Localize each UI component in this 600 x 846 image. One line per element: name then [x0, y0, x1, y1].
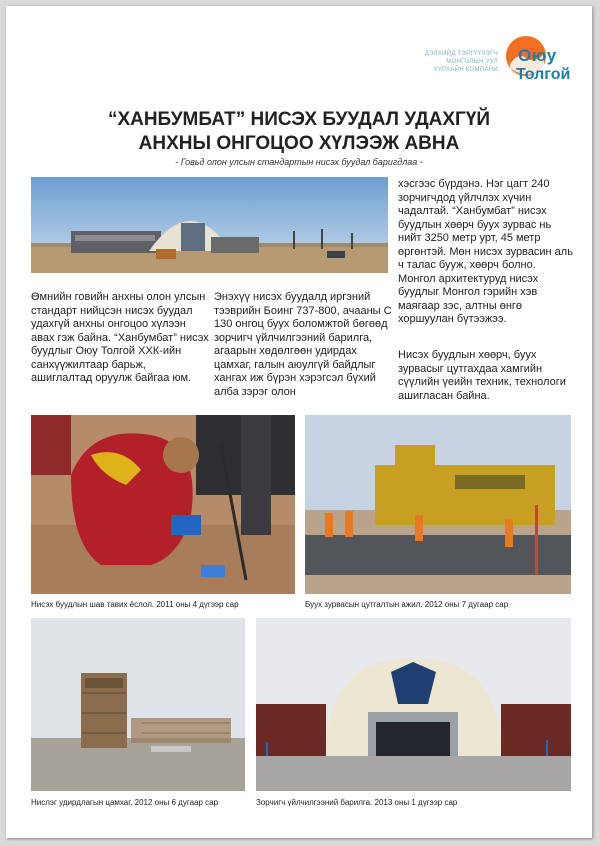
- body-column-2: Энэхүү нисэх буудалд иргэний тээврийн Боинг 737-800, ачааны С 130 онгоц буух боломжтой бөгөөд зорчигч үйлчилгээний барилга, агаарын хөдөлгөөн удирдах цамхаг, галын аюулгүй байдлыг хангах иж бүрэн хэрэгсэл бүхий алба зэрэг олон: [214, 291, 392, 398]
- page-title: [6, 108, 592, 156]
- caption-control-tower: Нислэг удирдлагын цамхаг. 2012 оны 6 дугаар сар: [31, 798, 219, 807]
- caption-groundbreaking: Нисэх буудлын шав тавих ёслол. 2011 оны 4 дүгээр сар: [31, 600, 239, 609]
- body-column-3-paragraph-2: Нисэх буудлын хөөрч, буух зурвасыг цутгахдаа хамгийн сүүлийн үеийн техник, технологи ашигласан байна.: [398, 349, 566, 402]
- photo-passenger-terminal: [256, 618, 571, 791]
- body-column-1: Өмнийн говийн анхны олон улсын стандарт нийцсэн нисэх буудал удахгүй анхны онгоцоо хүлээн авах гэж байна. “Ханбумбат” нисэх буудлыг Оюу Толгой ХХК-ийн санхүүжилтаар барьж, ашиглалтад оруулж байгаа юм.: [31, 291, 209, 384]
- photo-airport-exterior: [31, 177, 388, 273]
- title-line: АНХНЫ ОНГОЦОО ХҮЛЭЭЖ АВНА: [138, 133, 460, 154]
- article-page: [6, 6, 592, 838]
- brand-tagline-line: МОНГОЛЫН УУЛ: [446, 59, 498, 65]
- title-line: “ХАНБУМБАТ” НИСЭХ БУУДАЛ УДАХГҮЙ: [107, 109, 491, 130]
- body-column-3: хэсгээс бүрдэнэ. Нэг цагт 240 зорчигчдод үйлчлэх хүчин чадалтай. “Ханбумбат” нисэх буудлын хөөрч буух зурвас нь нийт 3250 метр урт, 45 метр өргөнтэй. Мөн нисэх зурвасин аль ч талас бууж, хөөрч болно. Монгол архитектуруд нисэх буудлыг Монгол гэрийн хэв маягаар зэс, алтны өнгө хоршуулан бүтээжээ.: [398, 178, 573, 325]
- brand-tagline: [412, 50, 498, 74]
- photo-groundbreaking-ceremony: [31, 415, 295, 594]
- brand-tagline-line: УУРХАЙН КОМПАНИ: [433, 67, 498, 73]
- logo-text-oyu: Оюу: [518, 46, 557, 65]
- photo-runway-paving: [305, 415, 571, 594]
- caption-passenger-terminal: Зорчигч үйлчилгээний барилга. 2013 оны 1 дүгээр сар: [256, 798, 458, 807]
- caption-runway-paving: Буух зурвасын цутгалтын ажил. 2012 оны 7 дугаар сар: [305, 600, 509, 609]
- oyu-tolgoi-logo: [500, 30, 576, 90]
- page-subtitle: - Говьд олон улсын стандартын нисэх буудал баригдлаа -: [175, 157, 423, 167]
- brand-tagline-line: ДЭЛХИЙД ТЭРГҮҮЛЭГЧ: [424, 51, 498, 57]
- logo-text-tolgoi: Толгой: [516, 66, 571, 83]
- photo-control-tower: [31, 618, 245, 791]
